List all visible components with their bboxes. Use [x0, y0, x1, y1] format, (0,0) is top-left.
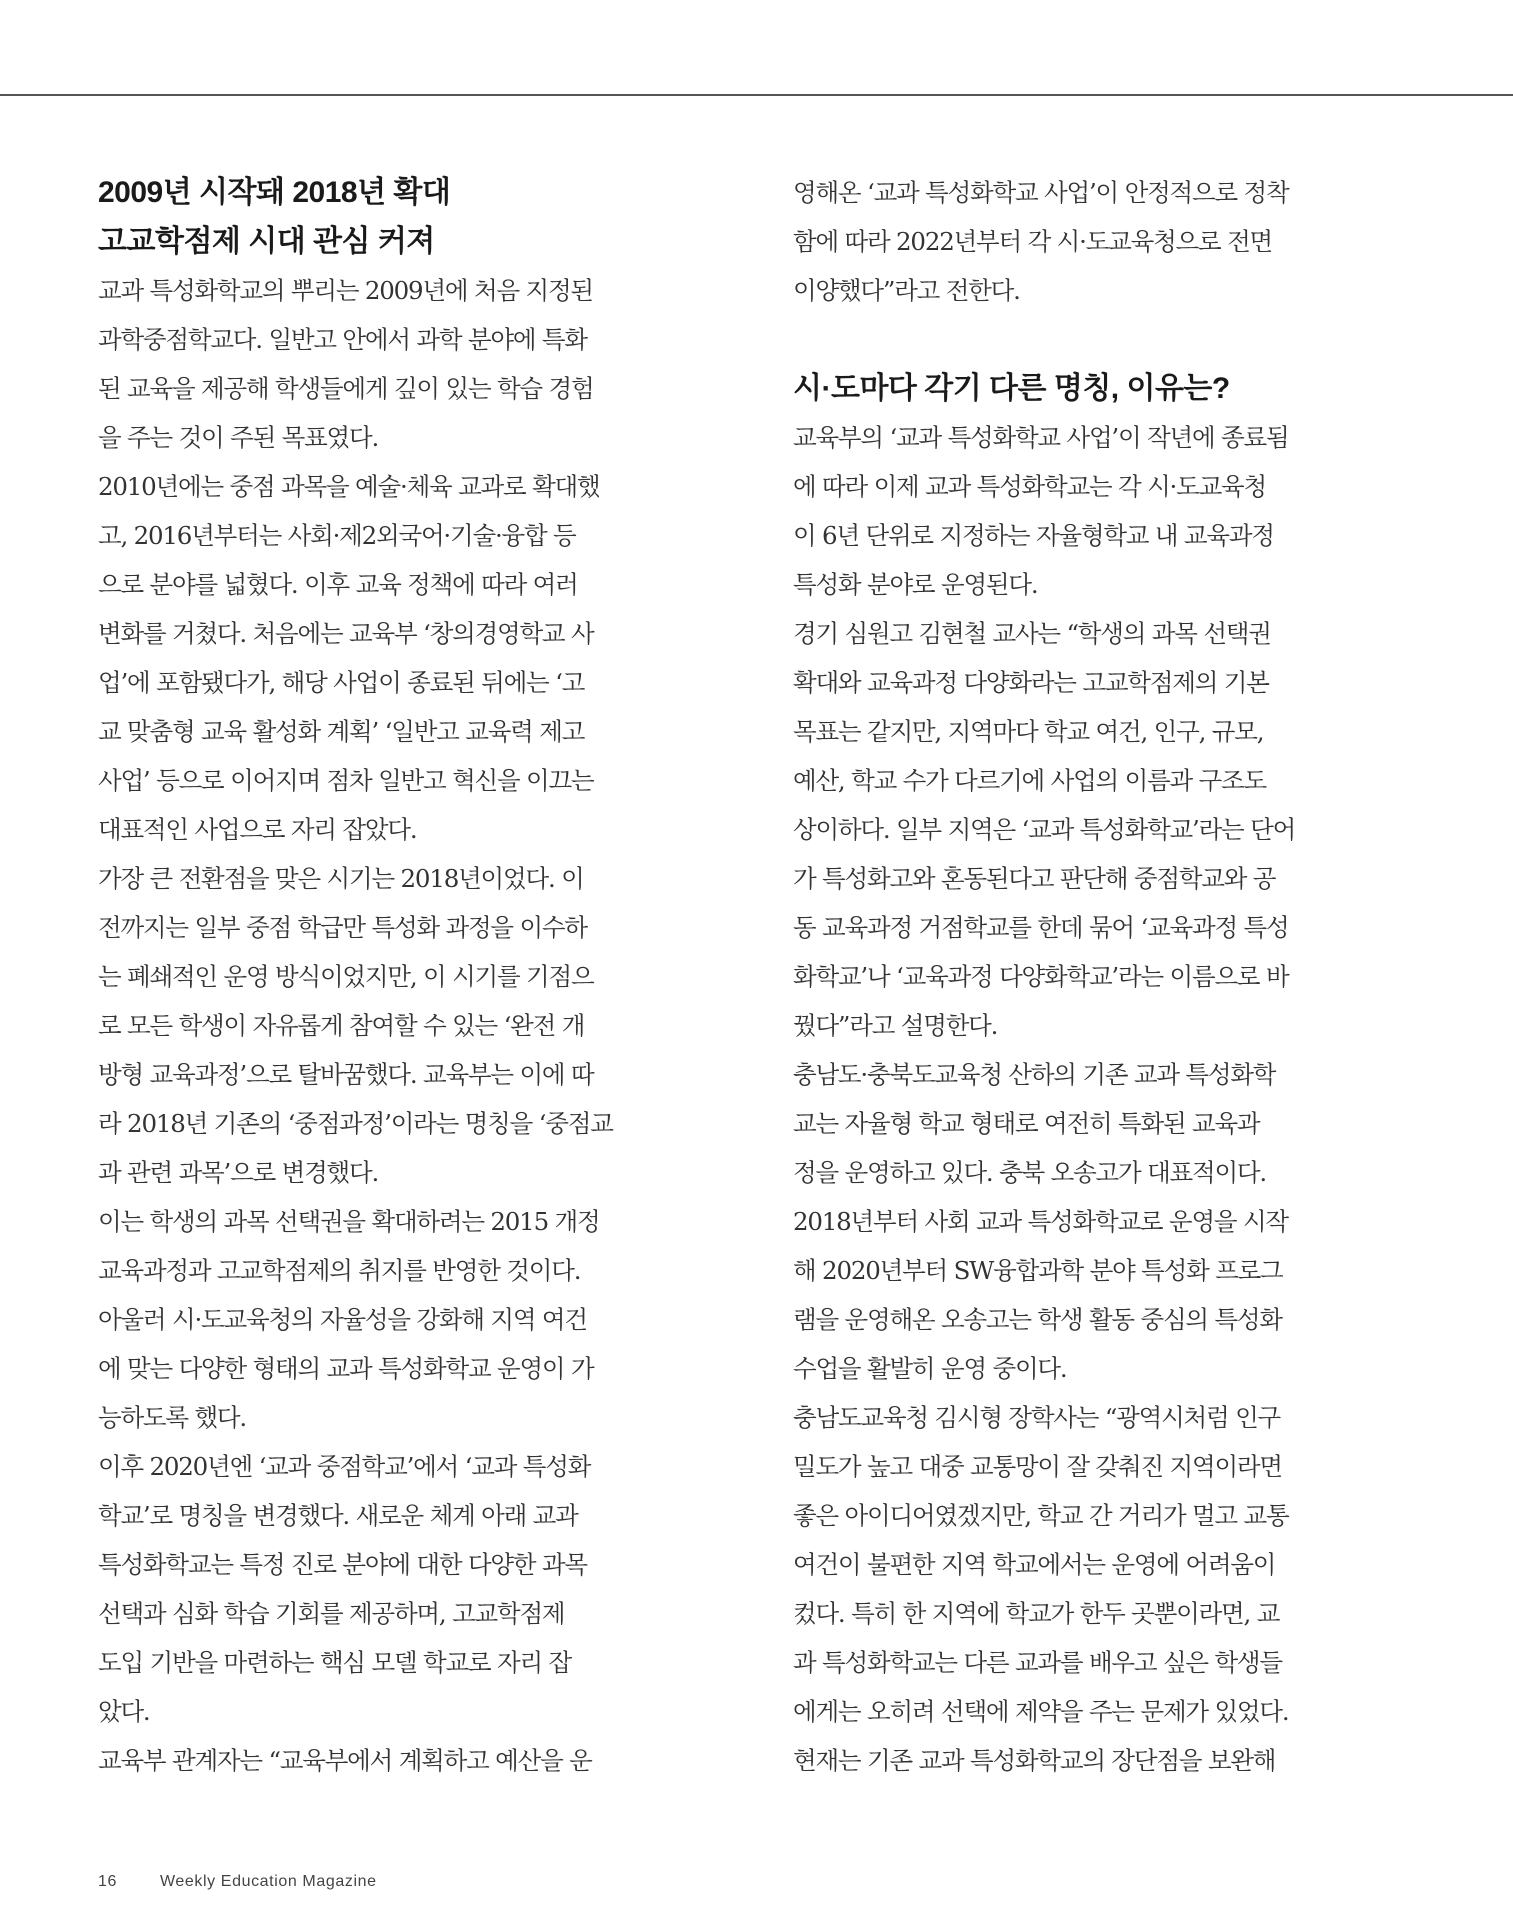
body-line: 교육과정과 고교학점제의 취지를 반영한 것이다.: [98, 1256, 581, 1285]
publication-name: Weekly Education Magazine: [160, 1873, 377, 1890]
body-line: 함에 따라 2022년부터 각 시·도교육청으로 전면: [793, 227, 1273, 256]
left-column: [98, 168, 658, 1785]
body-line: 학교’로 명칭을 변경했다. 새로운 체계 아래 교과: [98, 1501, 578, 1530]
body-line: 충남도교육청 김시형 장학사는 “광역시처럼 인구: [793, 1403, 1281, 1432]
body-line: 여건이 불편한 지역 학교에서는 운영에 어려움이: [793, 1550, 1276, 1579]
heading-line: 2009년 시작돼 2018년 확대: [98, 176, 451, 209]
heading-line: 고교학점제 시대 관심 커져: [98, 225, 435, 258]
body-line: 으로 분야를 넓혔다. 이후 교육 정책에 따라 여러: [98, 570, 578, 599]
body-line: 과 관련 과목’으로 변경했다.: [98, 1158, 379, 1187]
body-line: 았다.: [98, 1697, 150, 1726]
body-line: 라 2018년 기존의 ‘중점과정’이라는 명칭을 ‘중점교: [98, 1109, 613, 1138]
body-line: 에 따라 이제 교과 특성화학교는 각 시·도교육청: [793, 472, 1266, 501]
body-line: 특성화 분야로 운영된다.: [793, 570, 1038, 599]
body-line: 가 특성화고와 혼동된다고 판단해 중점학교와 공: [793, 864, 1276, 893]
top-rule: [0, 94, 1513, 96]
body-line: 예산, 학교 수가 다르기에 사업의 이름과 구조도: [793, 766, 1266, 795]
body-line: 이는 학생의 과목 선택권을 확대하려는 2015 개정: [98, 1207, 600, 1236]
body-line: 컸다. 특히 한 지역에 학교가 한두 곳뿐이라면, 교: [793, 1599, 1280, 1628]
body-line: 2010년에는 중점 과목을 예술·체육 교과로 확대했: [98, 472, 600, 501]
body-line: 해 2020년부터 SW융합과학 분야 특성화 프로그: [793, 1256, 1283, 1285]
body-line: 교 맞춤형 교육 활성화 계획’ ‘일반고 교육력 제고: [98, 717, 585, 746]
body-line: 목표는 같지만, 지역마다 학교 여건, 인구, 규모,: [793, 717, 1264, 746]
body-line: 교육부의 ‘교과 특성화학교 사업’이 작년에 종료됨: [793, 423, 1289, 452]
body-line: 도입 기반을 마련하는 핵심 모델 학교로 자리 잡: [98, 1648, 571, 1677]
body-paragraph: [98, 1442, 658, 1736]
section-heading-history: [98, 168, 658, 266]
body-paragraph: [793, 1050, 1353, 1393]
body-paragraph: [98, 1736, 658, 1785]
body-line: 방형 교육과정’으로 탈바꿈했다. 교육부는 이에 따: [98, 1060, 594, 1089]
body-line: 충남도·충북도교육청 산하의 기존 교과 특성화학: [793, 1060, 1276, 1089]
body-line: 변화를 거쳤다. 처음에는 교육부 ‘창의경영학교 사: [98, 619, 594, 648]
body-line: 가장 큰 전환점을 맞은 시기는 2018년이었다. 이: [98, 864, 584, 893]
body-line: 로 모든 학생이 자유롭게 참여할 수 있는 ‘완전 개: [98, 1011, 585, 1040]
body-paragraph: [98, 266, 658, 462]
body-line: 을 주는 것이 주된 목표였다.: [98, 423, 379, 452]
left-body: [98, 266, 658, 1785]
body-line: 영해온 ‘교과 특성화학교 사업’이 안정적으로 정착: [793, 178, 1289, 207]
body-line: 에 맞는 다양한 형태의 교과 특성화학교 운영이 가: [98, 1354, 594, 1383]
body-line: 는 폐쇄적인 운영 방식이었지만, 이 시기를 기점으: [98, 962, 594, 991]
body-line: 특성화학교는 특정 진로 분야에 대한 다양한 과목: [98, 1550, 587, 1579]
right-body: [793, 413, 1353, 1785]
body-line: 이양했다”라고 전한다.: [793, 276, 1020, 305]
body-line: 밀도가 높고 대중 교통망이 잘 갖춰진 지역이라면: [793, 1452, 1282, 1481]
right-intro: [793, 168, 1353, 315]
body-line: 꿨다”라고 설명한다.: [793, 1011, 998, 1040]
body-paragraph: [793, 1393, 1353, 1785]
body-line: 대표적인 사업으로 자리 잡았다.: [98, 815, 417, 844]
body-line: 교과 특성화학교의 뿌리는 2009년에 처음 지정된: [98, 276, 593, 305]
body-line: 능하도록 했다.: [98, 1403, 246, 1432]
body-line: 이후 2020년엔 ‘교과 중점학교’에서 ‘교과 특성화: [98, 1452, 591, 1481]
body-line: 고, 2016년부터는 사회·제2외국어·기술·융합 등: [98, 521, 576, 550]
right-column: [793, 168, 1353, 1785]
body-line: 이 6년 단위로 지정하는 자율형학교 내 교육과정: [793, 521, 1274, 550]
body-line: 상이하다. 일부 지역은 ‘교과 특성화학교’라는 단어: [793, 815, 1296, 844]
body-line: 화학교’나 ‘교육과정 다양화학교’라는 이름으로 바: [793, 962, 1289, 991]
body-line: 선택과 심화 학습 기회를 제공하며, 고교학점제: [98, 1599, 565, 1628]
body-paragraph: [98, 462, 658, 854]
body-line: 정을 운영하고 있다. 충북 오송고가 대표적이다.: [793, 1158, 1266, 1187]
body-paragraph: [98, 1197, 658, 1442]
body-line: 사업’ 등으로 이어지며 점차 일반고 혁신을 이끄는: [98, 766, 594, 795]
body-line: 확대와 교육과정 다양화라는 고교학점제의 기본: [793, 668, 1269, 697]
body-line: 교는 자율형 학교 형태로 여전히 특화된 교육과: [793, 1109, 1260, 1138]
body-line: 전까지는 일부 중점 학급만 특성화 과정을 이수하: [98, 913, 587, 942]
body-line: 동 교육과정 거점학교를 한데 묶어 ‘교육과정 특성: [793, 913, 1289, 942]
body-line: 과학중점학교다. 일반고 안에서 과학 분야에 특화: [98, 325, 587, 354]
body-paragraph: [793, 609, 1353, 1050]
page-footer: [98, 1873, 377, 1891]
body-line: 수업을 활발히 운영 중이다.: [793, 1354, 1067, 1383]
body-paragraph: [793, 168, 1353, 315]
body-line: 된 교육을 제공해 학생들에게 깊이 있는 학습 경험: [98, 374, 594, 403]
body-line: 2018년부터 사회 교과 특성화학교로 운영을 시작: [793, 1207, 1288, 1236]
body-line: 교육부 관계자는 “교육부에서 계획하고 예산을 운: [98, 1746, 592, 1775]
body-line: 과 특성화학교는 다른 교과를 배우고 싶은 학생들: [793, 1648, 1282, 1677]
page-number: 16: [98, 1873, 117, 1890]
heading-line: 시·도마다 각기 다른 명칭, 이유는?: [793, 372, 1230, 405]
body-line: 아울러 시·도교육청의 자율성을 강화해 지역 여건: [98, 1305, 587, 1334]
body-line: 업’에 포함됐다가, 해당 사업이 종료된 뒤에는 ‘고: [98, 668, 585, 697]
body-line: 좋은 아이디어였겠지만, 학교 간 거리가 멀고 교통: [793, 1501, 1289, 1530]
body-paragraph: [98, 854, 658, 1197]
body-line: 에게는 오히려 선택에 제약을 주는 문제가 있었다.: [793, 1697, 1289, 1726]
body-line: 램을 운영해온 오송고는 학생 활동 중심의 특성화: [793, 1305, 1282, 1334]
body-line: 경기 심원고 김현철 교사는 “학생의 과목 선택권: [793, 619, 1271, 648]
body-line: 현재는 기존 교과 특성화학교의 장단점을 보완해: [793, 1746, 1276, 1775]
body-paragraph: [793, 413, 1353, 609]
section-heading-names: [793, 364, 1353, 413]
